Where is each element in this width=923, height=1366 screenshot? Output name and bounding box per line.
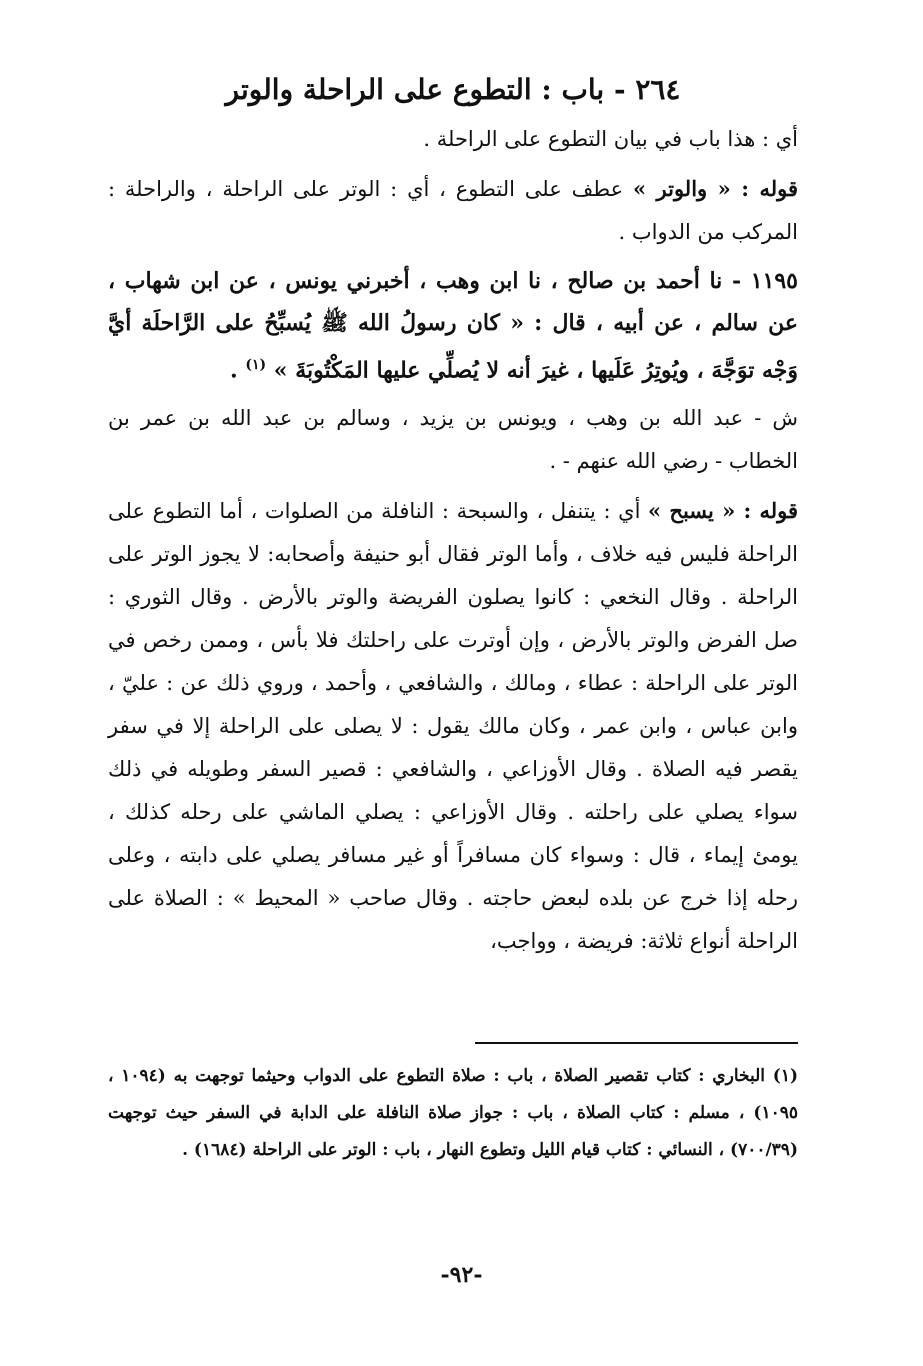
- sharh-paragraph: ش - عبد الله بن وهب ، ويونس بن يزيد ، وسالم بن عبد الله بن عمر بن الخطاب - رضي الله عنهم - .: [108, 406, 798, 474]
- note-witr-keyword: قوله : « والوتر »: [632, 176, 798, 201]
- footnote-separator: [475, 1042, 798, 1044]
- hadith-end: .: [230, 357, 246, 384]
- intro-paragraph: أي : هذا باب في بيان التطوع على الراحلة .: [423, 127, 798, 151]
- note-yusabbih-paragraph: [108, 489, 798, 963]
- hadith-paragraph: [108, 260, 798, 391]
- note-yusabbih-keyword: قوله : « يسبح »: [648, 498, 798, 524]
- page-body: [108, 60, 798, 969]
- footnote-reference[interactable]: (١): [245, 357, 267, 373]
- note-yusabbih-text: أي : يتنفل ، والسبحة : النافلة من الصلوات ، أما التطوع على الراحلة فليس فيه خلاف ، وأما الوتر فقال أبو حنيفة وأصحابه: لا يجوز الوتر على الراحلة . وقال النخعي : كانوا يصلون الفريضة والوتر بالأرض . وقال الثوري : صل الفرض والوتر بالأرض ، وإن أوترت على راحلتك فلا بأس ، وممن رخص في الوتر على الراحلة : عطاء ، ومالك ، والشافعي ، وأحمد ، وروي ذلك عن : عليّ ، وابن عباس ، وابن عمر ، وكان مالك يقول : لا يصلى على الراحلة إلا في سفر يقصر فيه الصلاة . وقال الأوزاعي ، والشافعي : قصير السفر وطويله في ذلك سواء يصلي على راحلته . وقال الأوزاعي : يصلي الماشي على رحله كذلك ، يومئ إيماء ، قال : وسواء كان مسافراً أو غير مسافر يصلي على دابته ، وعلى رحله إذا خرج عن بلده لبعض حاجته . وقال صاحب « المحيط » : الصلاة على الراحلة أنواع ثلاثة: فريضة ، وواجب،: [108, 499, 798, 954]
- chapter-title: ٢٦٤ - باب : التطوع على الراحلة والوتر: [225, 73, 681, 106]
- footnote: (١) البخاري : كتاب تقصير الصلاة ، باب : صلاة التطوع على الدواب وحيثما توجهت به (١٠٩٤ ، ١٠٩٥) ، مسلم : كتاب الصلاة ، باب : جواز صلاة النافلة على الدابة في السفر حيث توجهت (٧٠٠/٣٩) ، النسائي : كتاب قيام الليل وتطوع النهار ، باب : الوتر على الراحلة (١٦٨٤) .: [108, 1066, 798, 1160]
- note-witr-text: عطف على التطوع ، أي : الوتر على الراحلة ، والراحلة : المركب من الدواب .: [108, 177, 798, 244]
- page-number: -٩٢-: [440, 1262, 483, 1288]
- hadith-text: ١١٩٥ - نا أحمد بن صالح ، نا ابن وهب ، أخبرني يونس ، عن ابن شهاب ، عن سالم ، عن أبيه ، قال : « كان رسولُ الله ﷺ يُسبِّحُ على الرَّاحلَة أيَّ وَجْه توَجَّهَ ، ويُوتِرُ عَلَيها ، غيرَ أنه لا يُصلِّي عليها المَكْتُوبَةَ »: [108, 268, 798, 384]
- note-witr-paragraph: [108, 167, 798, 254]
